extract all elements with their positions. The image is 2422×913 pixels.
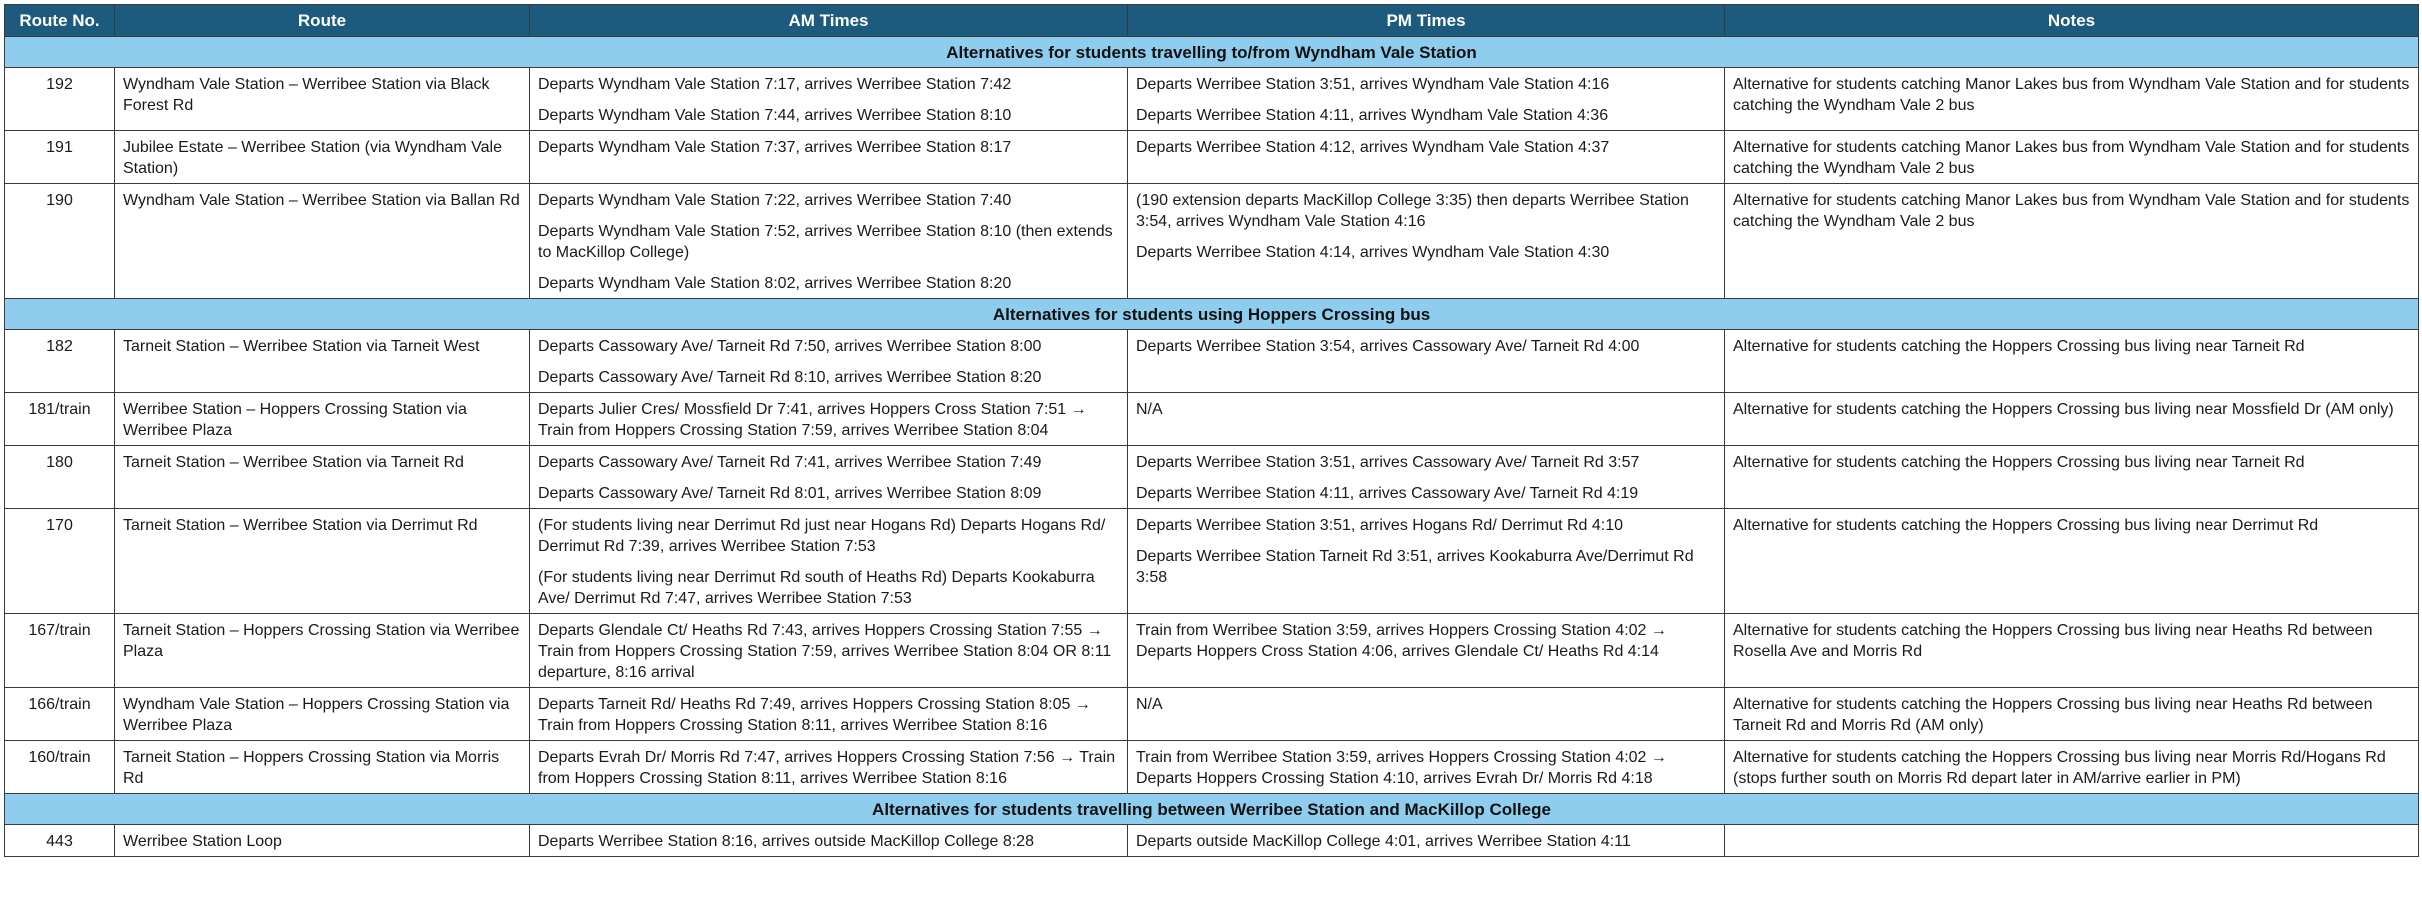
pm-time-entry: Departs Werribee Station 3:51, arrives Wyndham Vale Station 4:16	[1136, 76, 1610, 93]
am-times-cell	[530, 741, 1128, 794]
section-title: Alternatives for students travelling to/from Wyndham Vale Station	[5, 37, 2419, 68]
am-time-entry: Departs Wyndham Vale Station 7:22, arrives Werribee Station 7:40	[538, 192, 1012, 209]
pm-times-cell	[1128, 446, 1725, 509]
table-row	[5, 741, 2419, 794]
notes-cell: Alternative for students catching the Hoppers Crossing bus living near Derrimut Rd	[1725, 509, 2419, 614]
pm-time-entry: N/A	[1136, 401, 1163, 418]
pm-time-entry: Departs Werribee Station 4:11, arrives Wyndham Vale Station 4:36	[1136, 107, 1609, 124]
am-times-cell	[530, 509, 1128, 614]
route-name-cell: Jubilee Estate – Werribee Station (via Wyndham Vale Station)	[115, 131, 530, 184]
notes-cell: Alternative for students catching the Hoppers Crossing bus living near Heaths Rd between Tarneit Rd and Morris Rd (AM only)	[1725, 688, 2419, 741]
pm-times-cell	[1128, 68, 1725, 131]
table-row	[5, 509, 2419, 614]
notes-cell: Alternative for students catching the Hoppers Crossing bus living near Morris Rd/Hogans Rd (stops further south on Morris Rd depart later in AM/arrive earlier in PM)	[1725, 741, 2419, 794]
am-time-entry: (For students living near Derrimut Rd just near Hogans Rd) Departs Hogans Rd/ Derrimut Rd 7:39, arrives Werribee Station 7:53	[538, 517, 1106, 555]
table-row	[5, 825, 2419, 857]
pm-time-entry: Departs outside MacKillop College 4:01, arrives Werribee Station 4:11	[1136, 833, 1631, 850]
am-times-cell	[530, 614, 1128, 688]
route-name-cell: Wyndham Vale Station – Werribee Station via Black Forest Rd	[115, 68, 530, 131]
timetable-document	[4, 4, 2419, 857]
am-times-cell	[530, 688, 1128, 741]
am-time-entry: Departs Glendale Ct/ Heaths Rd 7:43, arrives Hoppers Crossing Station 7:55 → Train from Hoppers Crossing Station 7:59, arrives Werribee Station 8:04 OR 8:11 departure, 8:16 arrival	[538, 622, 1112, 681]
route-number-cell: 192	[5, 68, 115, 131]
notes-cell: Alternative for students catching Manor Lakes bus from Wyndham Vale Station and for students catching the Wyndham Vale 2 bus	[1725, 131, 2419, 184]
am-time-entry: Departs Cassowary Ave/ Tarneit Rd 7:41, arrives Werribee Station 7:49	[538, 454, 1042, 471]
pm-times-cell	[1128, 614, 1725, 688]
route-number-cell: 166/train	[5, 688, 115, 741]
route-name-cell: Tarneit Station – Werribee Station via Tarneit Rd	[115, 446, 530, 509]
am-time-entry: (For students living near Derrimut Rd south of Heaths Rd) Departs Kookaburra Ave/ Derrimut Rd 7:47, arrives Werribee Station 7:53	[538, 569, 1095, 607]
section-title: Alternatives for students travelling between Werribee Station and MacKillop College	[5, 794, 2419, 825]
route-number-cell: 160/train	[5, 741, 115, 794]
pm-time-entry: Departs Werribee Station 4:14, arrives Wyndham Vale Station 4:30	[1136, 244, 1610, 261]
table-row	[5, 330, 2419, 393]
pm-time-entry: Departs Werribee Station 3:51, arrives Hogans Rd/ Derrimut Rd 4:10	[1136, 517, 1624, 534]
am-time-entry: Departs Julier Cres/ Mossfield Dr 7:41, arrives Hoppers Cross Station 7:51 → Train from Hoppers Crossing Station 7:59, arrives Werribee Station 8:04	[538, 401, 1087, 439]
am-times-cell	[530, 825, 1128, 857]
am-time-entry: Departs Tarneit Rd/ Heaths Rd 7:49, arrives Hoppers Crossing Station 8:05 → Train from Hoppers Crossing Station 8:11, arrives Werribee Station 8:16	[538, 696, 1091, 734]
pm-time-entry: Train from Werribee Station 3:59, arrives Hoppers Crossing Station 4:02 → Departs Hoppers Cross Station 4:06, arrives Glendale Ct/ Heaths Rd 4:14	[1136, 622, 1667, 660]
notes-cell: Alternative for students catching the Hoppers Crossing bus living near Heaths Rd between Rosella Ave and Morris Rd	[1725, 614, 2419, 688]
pm-time-entry: Train from Werribee Station 3:59, arrives Hoppers Crossing Station 4:02 → Departs Hoppers Crossing Station 4:10, arrives Evrah Dr/ Morris Rd 4:18	[1136, 749, 1667, 787]
route-name-cell: Wyndham Vale Station – Werribee Station via Ballan Rd	[115, 184, 530, 299]
notes-cell: Alternative for students catching the Hoppers Crossing bus living near Mossfield Dr (AM only)	[1725, 393, 2419, 446]
am-time-entry: Departs Cassowary Ave/ Tarneit Rd 8:01, arrives Werribee Station 8:09	[538, 485, 1042, 502]
am-times-cell	[530, 131, 1128, 184]
route-number-cell: 180	[5, 446, 115, 509]
route-name-cell: Werribee Station – Hoppers Crossing Station via Werribee Plaza	[115, 393, 530, 446]
table-row	[5, 393, 2419, 446]
am-time-entry: Departs Wyndham Vale Station 7:52, arrives Werribee Station 8:10 (then extends to MacKillop College)	[538, 223, 1113, 261]
section-title: Alternatives for students using Hoppers Crossing bus	[5, 299, 2419, 330]
header-notes: Notes	[1725, 5, 2419, 37]
pm-times-cell	[1128, 688, 1725, 741]
route-name-cell: Wyndham Vale Station – Hoppers Crossing Station via Werribee Plaza	[115, 688, 530, 741]
pm-times-cell	[1128, 393, 1725, 446]
pm-time-entry: (190 extension departs MacKillop College 3:35) then departs Werribee Station 3:54, arrives Wyndham Vale Station 4:16	[1136, 192, 1689, 230]
am-time-entry: Departs Evrah Dr/ Morris Rd 7:47, arrives Hoppers Crossing Station 7:56 → Train from Hoppers Crossing Station 8:11, arrives Werribee Station 8:16	[538, 749, 1116, 787]
header-pm-times: PM Times	[1128, 5, 1725, 37]
am-time-entry: Departs Wyndham Vale Station 7:44, arrives Werribee Station 8:10	[538, 107, 1012, 124]
table-row	[5, 614, 2419, 688]
notes-cell	[1725, 825, 2419, 857]
am-time-entry: Departs Wyndham Vale Station 7:17, arrives Werribee Station 7:42	[538, 76, 1012, 93]
pm-times-cell	[1128, 184, 1725, 299]
am-times-cell	[530, 68, 1128, 131]
pm-time-entry: N/A	[1136, 696, 1163, 713]
am-times-cell	[530, 393, 1128, 446]
route-number-cell: 167/train	[5, 614, 115, 688]
pm-times-cell	[1128, 330, 1725, 393]
am-times-cell	[530, 184, 1128, 299]
header-route: Route	[115, 5, 530, 37]
notes-cell: Alternative for students catching the Hoppers Crossing bus living near Tarneit Rd	[1725, 330, 2419, 393]
route-name-cell: Tarneit Station – Werribee Station via Derrimut Rd	[115, 509, 530, 614]
header-route-no: Route No.	[5, 5, 115, 37]
pm-time-entry: Departs Werribee Station 4:12, arrives Wyndham Vale Station 4:37	[1136, 139, 1610, 156]
notes-cell: Alternative for students catching the Hoppers Crossing bus living near Tarneit Rd	[1725, 446, 2419, 509]
route-name-cell: Werribee Station Loop	[115, 825, 530, 857]
pm-time-entry: Departs Werribee Station 3:54, arrives Cassowary Ave/ Tarneit Rd 4:00	[1136, 338, 1640, 355]
route-number-cell: 191	[5, 131, 115, 184]
notes-cell: Alternative for students catching Manor Lakes bus from Wyndham Vale Station and for students catching the Wyndham Vale 2 bus	[1725, 68, 2419, 131]
pm-time-entry: Departs Werribee Station 3:51, arrives Cassowary Ave/ Tarneit Rd 3:57	[1136, 454, 1640, 471]
pm-time-entry: Departs Werribee Station 4:11, arrives Cassowary Ave/ Tarneit Rd 4:19	[1136, 485, 1639, 502]
table-row	[5, 184, 2419, 299]
am-times-cell	[530, 446, 1128, 509]
header-row	[5, 5, 2419, 37]
pm-times-cell	[1128, 131, 1725, 184]
route-name-cell: Tarneit Station – Hoppers Crossing Station via Morris Rd	[115, 741, 530, 794]
table-row	[5, 446, 2419, 509]
route-number-cell: 181/train	[5, 393, 115, 446]
am-time-entry: Departs Cassowary Ave/ Tarneit Rd 8:10, arrives Werribee Station 8:20	[538, 369, 1042, 386]
route-number-cell: 170	[5, 509, 115, 614]
table-row	[5, 68, 2419, 131]
route-number-cell: 443	[5, 825, 115, 857]
table-row	[5, 688, 2419, 741]
route-number-cell: 190	[5, 184, 115, 299]
am-time-entry: Departs Wyndham Vale Station 8:02, arrives Werribee Station 8:20	[538, 275, 1012, 292]
section-row	[5, 299, 2419, 330]
pm-times-cell	[1128, 741, 1725, 794]
am-time-entry: Departs Cassowary Ave/ Tarneit Rd 7:50, arrives Werribee Station 8:00	[538, 338, 1042, 355]
pm-time-entry: Departs Werribee Station Tarneit Rd 3:51, arrives Kookaburra Ave/Derrimut Rd 3:58	[1136, 548, 1694, 586]
bus-alternatives-table	[4, 4, 2419, 857]
route-name-cell: Tarneit Station – Hoppers Crossing Station via Werribee Plaza	[115, 614, 530, 688]
am-time-entry: Departs Wyndham Vale Station 7:37, arrives Werribee Station 8:17	[538, 139, 1012, 156]
pm-times-cell	[1128, 509, 1725, 614]
pm-times-cell	[1128, 825, 1725, 857]
table-row	[5, 131, 2419, 184]
am-times-cell	[530, 330, 1128, 393]
route-number-cell: 182	[5, 330, 115, 393]
header-am-times: AM Times	[530, 5, 1128, 37]
route-name-cell: Tarneit Station – Werribee Station via Tarneit West	[115, 330, 530, 393]
section-row	[5, 794, 2419, 825]
notes-cell: Alternative for students catching Manor Lakes bus from Wyndham Vale Station and for students catching the Wyndham Vale 2 bus	[1725, 184, 2419, 299]
am-time-entry: Departs Werribee Station 8:16, arrives outside MacKillop College 8:28	[538, 833, 1034, 850]
section-row	[5, 37, 2419, 68]
